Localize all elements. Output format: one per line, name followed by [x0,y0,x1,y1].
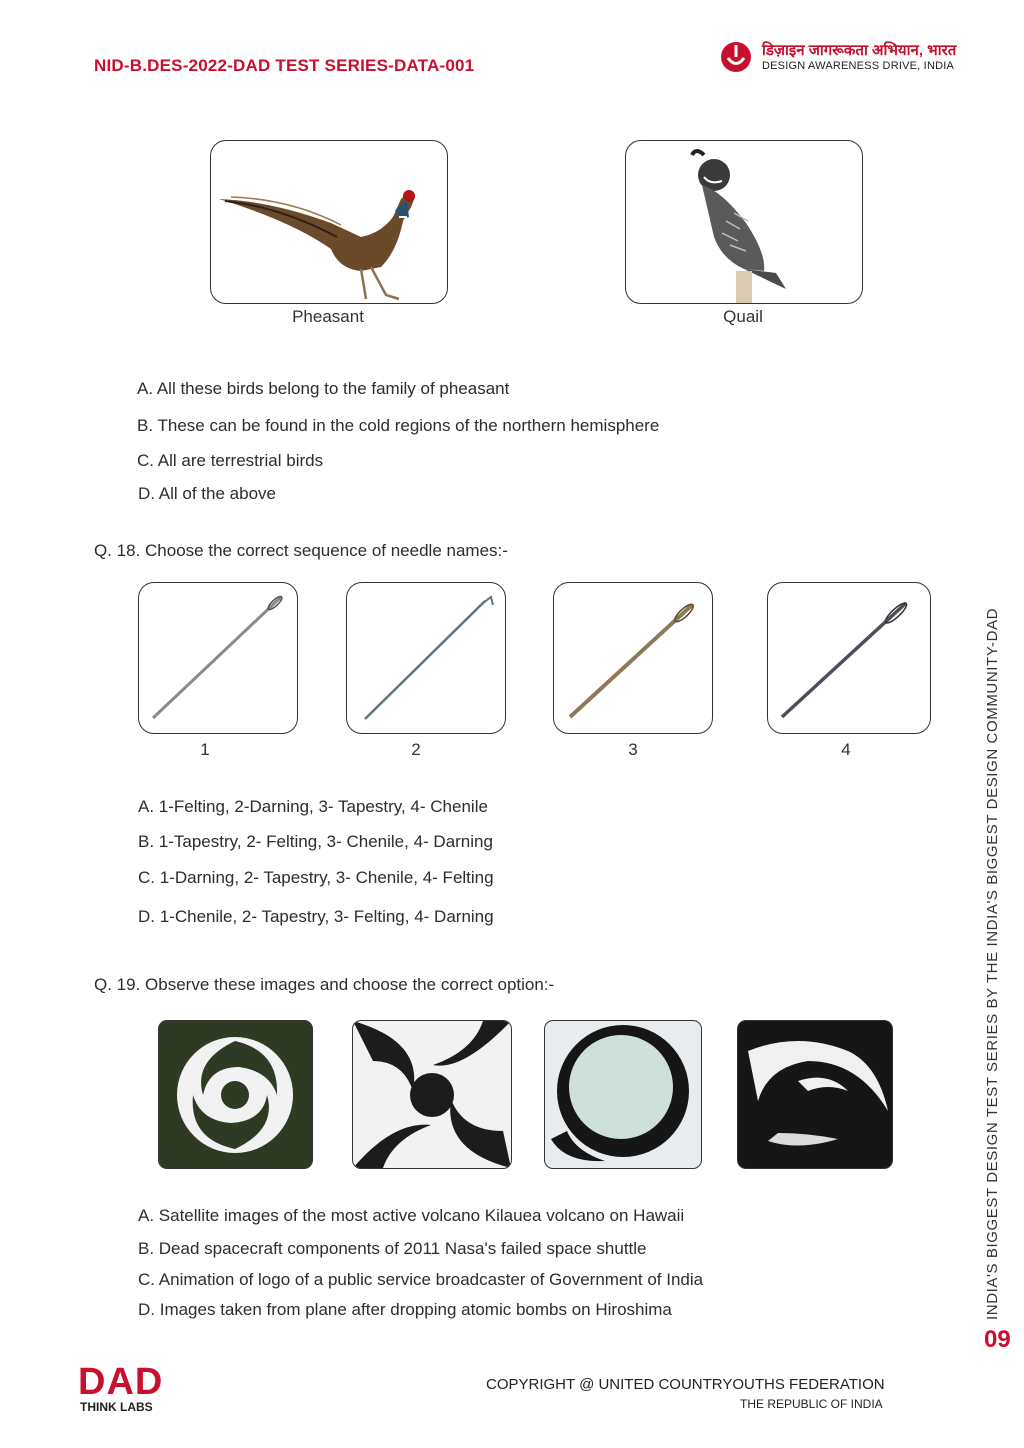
swirl-image-3 [544,1020,702,1169]
series-title: NID-B.DES-2022-DAD TEST SERIES-DATA-001 [94,56,475,75]
q18-option-b[interactable]: B. 1-Tapestry, 2- Felting, 3- Chenile, 4- Darning [138,832,493,851]
copyright-text: COPYRIGHT @ UNITED COUNTRYOUTHS FEDERATION [486,1376,885,1393]
q19-option-b[interactable]: B. Dead spacecraft components of 2011 Nasa's failed space shuttle [138,1239,647,1258]
dad-emblem-icon [720,41,752,73]
q19-option-a[interactable]: A. Satellite images of the most active volcano Kilauea volcano on Hawaii [138,1206,685,1225]
q19-question: Q. 19. Observe these images and choose the correct option:- [94,975,555,994]
q18-option-a[interactable]: A. 1-Felting, 2-Darning, 3- Tapestry, 4- Chenile [138,797,488,816]
swirl-image-1 [158,1020,313,1169]
needle-image-3 [553,582,713,734]
quail-caption: Quail [723,307,763,326]
dad-logo-subtitle: THINK LABS [80,1400,153,1414]
q17-option-d[interactable]: D. All of the above [138,484,276,503]
needle-label-4: 4 [841,740,851,759]
pheasant-caption: Pheasant [292,307,364,326]
side-banner-text: INDIA'S BIGGEST DESIGN TEST SERIES BY THE INDIA'S BIGGEST DESIGN COMMUNITY-DAD [984,607,1001,1320]
needle-image-2 [346,582,506,734]
q17-option-b[interactable]: B. These can be found in the cold regions of the northern hemisphere [137,416,660,435]
brand-hindi: डिज़ाइन जागरूकता अभियान, भारत [762,42,957,59]
q17-option-a[interactable]: A. All these birds belong to the family of pheasant [137,379,510,398]
q19-option-c[interactable]: C. Animation of logo of a public service broadcaster of Government of India [138,1270,704,1289]
needle-label-2: 2 [411,740,421,759]
q17-option-c[interactable]: C. All are terrestrial birds [137,451,324,470]
q19-option-d[interactable]: D. Images taken from plane after dropping atomic bombs on Hiroshima [138,1300,672,1319]
pheasant-image [210,140,448,304]
page-number: 09 [984,1326,1011,1353]
q18-option-c[interactable]: C. 1-Darning, 2- Tapestry, 3- Chenile, 4- Felting [138,868,494,887]
republic-text: THE REPUBLIC OF INDIA [740,1397,883,1411]
quail-image [625,140,863,304]
needle-image-4 [767,582,931,734]
q18-question: Q. 18. Choose the correct sequence of needle names:- [94,541,508,560]
swirl-image-2 [352,1020,512,1169]
swirl-image-4 [737,1020,893,1169]
dad-logo: DAD [78,1361,164,1403]
needle-label-1: 1 [200,740,210,759]
q18-option-d[interactable]: D. 1-Chenile, 2- Tapestry, 3- Felting, 4- Darning [138,907,494,926]
needle-image-1 [138,582,298,734]
needle-label-3: 3 [628,740,638,759]
brand-english: DESIGN AWARENESS DRIVE, INDIA [762,60,955,72]
